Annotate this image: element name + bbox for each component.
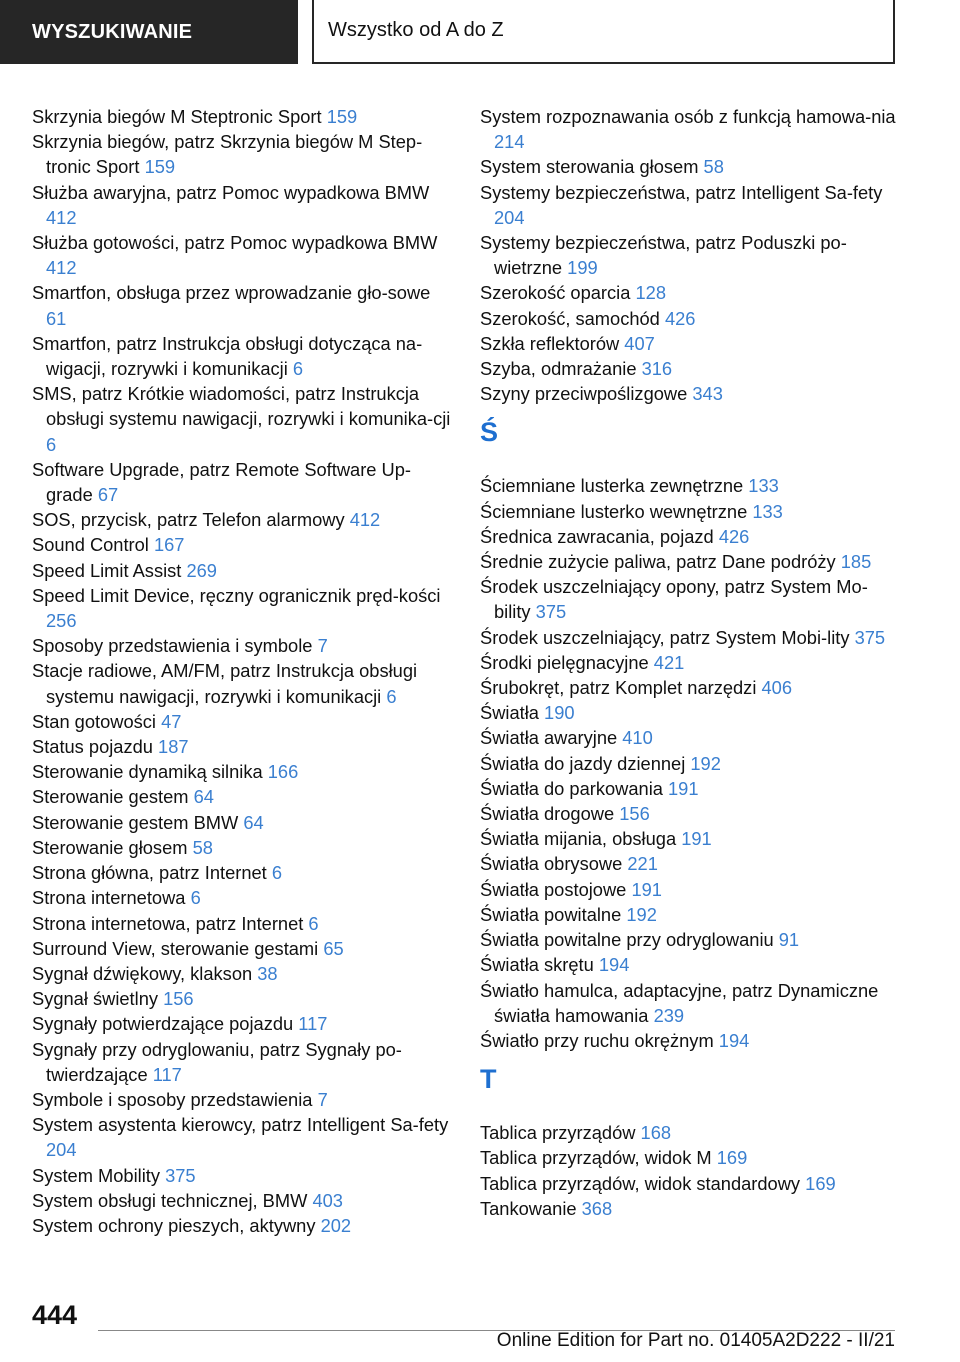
page-reference-link[interactable]: 403 [312, 1189, 343, 1211]
page-reference-link[interactable]: 343 [692, 383, 723, 405]
page-reference-link[interactable]: 410 [622, 727, 653, 749]
index-entry [480, 230, 900, 280]
page-reference-link[interactable]: 6 [271, 862, 283, 884]
index-entry [480, 381, 900, 406]
page-reference-link[interactable]: 64 [243, 811, 264, 833]
page-reference-link[interactable]: 91 [778, 929, 800, 951]
entry-text: Światła powitalne przy odryglowaniu [480, 929, 774, 951]
index-entry [480, 524, 900, 549]
index-entry [480, 675, 900, 700]
page-reference-link[interactable]: 368 [581, 1197, 613, 1219]
page-reference-link[interactable]: 375 [535, 601, 567, 623]
entry-text: Środek uszczelniający opony, patrz System Mo‐bility [480, 576, 868, 623]
entry-text: Sterowanie dynamiką silnika [32, 761, 263, 783]
entry-text: Średnica zawracania, pojazd [480, 525, 714, 547]
index-entry [480, 1145, 900, 1170]
index-entry [32, 1213, 452, 1238]
page-reference-link[interactable]: 38 [257, 962, 278, 984]
page-reference-link[interactable]: 185 [840, 551, 872, 573]
index-entry [32, 457, 452, 507]
page-reference-link[interactable]: 269 [186, 559, 217, 581]
index-entry [32, 381, 452, 457]
entry-text: Światła [480, 702, 539, 724]
index-entry [480, 473, 900, 498]
section-tab: WYSZUKIWANIE [0, 0, 298, 64]
entry-text: Smartfon, obsługa przez wprowadzanie gło‐sowe [32, 282, 431, 304]
entry-text: Szerokość, samochód [480, 307, 660, 329]
entry-text: Status pojazdu [32, 736, 153, 758]
index-entry [32, 1163, 452, 1188]
index-entry [32, 885, 452, 910]
page-reference-link[interactable]: 194 [598, 954, 630, 976]
entry-text: System rozpoznawania osób z funkcją hamowa‐nia [480, 106, 896, 127]
index-entry [32, 558, 452, 583]
index-entry [32, 759, 452, 784]
page-reference-link[interactable]: 133 [748, 475, 779, 497]
index-entry [32, 532, 452, 557]
page-reference-link[interactable]: 168 [640, 1122, 672, 1144]
index-entry [32, 104, 452, 129]
index-entry [480, 1196, 900, 1221]
entry-text: Software Upgrade, patrz Remote Software Up‐grade [32, 458, 411, 506]
entry-text: Ściemniane lusterko wewnętrzne [480, 500, 748, 522]
entry-text: Światło przy ruchu okrężnym [480, 1029, 714, 1051]
index-entry [32, 986, 452, 1011]
index-entry [480, 826, 900, 851]
page-reference-link[interactable]: 214 [494, 131, 525, 153]
page-reference-link[interactable]: 58 [703, 156, 724, 178]
page-reference-link[interactable]: 117 [152, 1063, 182, 1085]
index-entry [480, 306, 900, 331]
index-entry [32, 1011, 452, 1036]
entry-text: Surround View, sterowanie gestami [32, 937, 319, 959]
index-entry [480, 1120, 900, 1145]
index-entry [32, 961, 452, 986]
index-entry [480, 952, 900, 977]
entry-text: Śrubokręt, patrz Komplet narzędzi [480, 677, 757, 699]
index-entry [480, 927, 900, 952]
entry-text: Tablica przyrządów, widok M [480, 1147, 712, 1169]
entry-text: Systemy bezpieczeństwa, patrz Poduszki po‐wietrzne [480, 232, 847, 279]
index-entry [32, 1188, 452, 1213]
page-reference-link[interactable]: 192 [626, 903, 657, 925]
entry-text: Szyba, odmrażanie [480, 358, 637, 380]
entry-text: Sterowanie gestem [32, 786, 189, 808]
index-entry [32, 1087, 452, 1112]
entry-text: System obsługi technicznej, BMW [32, 1189, 308, 1211]
page-reference-link[interactable]: 167 [153, 534, 185, 556]
index-entry [32, 911, 452, 936]
index-entry [480, 776, 900, 801]
page-reference-link[interactable]: 128 [635, 282, 666, 304]
entry-text: Tablica przyrządów, widok standardowy [480, 1172, 801, 1194]
index-entry [32, 180, 452, 230]
index-entry [480, 154, 900, 179]
index-entry [32, 633, 452, 658]
index-entry [480, 499, 900, 524]
entry-text: Strona internetowa [32, 887, 186, 909]
page-reference-link[interactable]: 47 [161, 710, 182, 732]
page-reference-link[interactable]: 239 [653, 1004, 685, 1026]
entry-text: System asystenta kierowcy, patrz Intelligent Sa‐fety [32, 1114, 449, 1136]
index-entry [480, 180, 900, 230]
entry-text: Szkła reflektorów [480, 332, 620, 354]
page-reference-link[interactable]: 6 [190, 887, 201, 909]
page-reference-link[interactable]: 426 [664, 307, 696, 329]
index-entry [32, 1112, 452, 1162]
entry-text: Sposoby przedstawienia i symbole [32, 635, 313, 657]
page-reference-link[interactable]: 133 [752, 500, 783, 522]
entry-text: System ochrony pieszych, aktywny [32, 1214, 316, 1236]
page-reference-link[interactable]: 194 [718, 1029, 750, 1051]
index-entry [480, 650, 900, 675]
page-reference-link[interactable]: 191 [631, 878, 662, 900]
entry-text: Speed Limit Assist [32, 559, 182, 581]
index-entry [480, 801, 900, 826]
page-reference-link[interactable]: 169 [716, 1147, 748, 1169]
page-reference-link[interactable]: 375 [165, 1164, 196, 1186]
index-entry [32, 936, 452, 961]
page-reference-link[interactable]: 7 [317, 1088, 328, 1110]
index-entry [32, 129, 452, 179]
page-reference-link[interactable]: 6 [386, 685, 397, 707]
entry-text: Tablica przyrządów [480, 1122, 636, 1144]
index-entry [480, 1171, 900, 1196]
page-reference-link[interactable]: 6 [308, 912, 319, 934]
entry-text: System sterowania głosem [480, 156, 699, 178]
entry-text: Sterowanie gestem BMW [32, 811, 239, 833]
entry-text: Służba gotowości, patrz Pomoc wypadkowa BMW [32, 232, 438, 254]
index-entry [480, 902, 900, 927]
index-column-left [32, 104, 452, 1238]
index-entry [32, 835, 452, 860]
entry-text: Systemy bezpieczeństwa, patrz Intelligent Sa‐fety [480, 181, 883, 203]
index-entry [480, 978, 900, 1028]
index-entry [480, 331, 900, 356]
index-entry [480, 877, 900, 902]
index-entry [480, 549, 900, 574]
entry-text: Stacje radiowe, AM/FM, patrz Instrukcja obsługi systemu nawigacji, rozrywki i komunikacji [32, 660, 418, 707]
page-reference-link[interactable]: 64 [193, 786, 214, 808]
page-reference-link[interactable]: 166 [267, 761, 299, 783]
page-reference-link[interactable]: 202 [320, 1214, 352, 1236]
page-reference-link[interactable]: 221 [627, 853, 658, 875]
page-reference-link[interactable]: 426 [718, 525, 750, 547]
index-entry [32, 583, 452, 633]
index-entry [480, 851, 900, 876]
entry-text: Sygnały przy odryglowaniu, patrz Sygnały po‐twierdzające [32, 1038, 402, 1085]
index-entry [480, 356, 900, 381]
page-number: 444 [32, 1300, 78, 1330]
entry-text: Sygnał świetlny [32, 988, 158, 1010]
entry-text: Światła powitalne [480, 903, 622, 925]
index-entry [480, 700, 900, 725]
entry-text: Symbole i sposoby przedstawienia [32, 1088, 313, 1110]
page-reference-link[interactable]: 187 [158, 736, 189, 758]
entry-text: Środki pielęgnacyjne [480, 651, 649, 673]
entry-text: Sygnał dźwiękowy, klakson [32, 962, 253, 984]
page-reference-link[interactable]: 204 [494, 206, 525, 228]
page-reference-link[interactable]: 412 [46, 257, 77, 279]
entry-text: Światła drogowe [480, 803, 615, 825]
page-reference-link[interactable]: 412 [46, 206, 77, 228]
entry-text: Światła mijania, obsługa [480, 828, 677, 850]
entry-text: Skrzynia biegów, patrz Skrzynia biegów M Step‐tronic Sport [32, 131, 423, 178]
chapter-title: Wszystko od A do Z [312, 0, 895, 64]
entry-text: Tankowanie [480, 1197, 577, 1219]
index-entry [480, 280, 900, 305]
entry-text: Szerokość oparcia [480, 282, 631, 304]
entry-text: Strona internetowa, patrz Internet [32, 912, 304, 934]
index-entry [32, 658, 452, 708]
page-reference-link[interactable]: 6 [46, 433, 57, 455]
index-entry [32, 860, 452, 885]
entry-text: Służba awaryjna, patrz Pomoc wypadkowa BMW [32, 181, 430, 203]
page-reference-link[interactable]: 412 [349, 509, 381, 531]
page-reference-link[interactable]: 67 [97, 484, 119, 506]
page-reference-link[interactable]: 316 [641, 358, 673, 380]
index-entry [32, 331, 452, 381]
page-reference-link[interactable]: 407 [624, 332, 655, 354]
entry-text: Sygnały potwierdzające pojazdu [32, 1013, 294, 1035]
page-reference-link[interactable]: 159 [144, 156, 176, 178]
page-reference-link[interactable]: 7 [317, 635, 328, 657]
entry-text: Światła do jazdy dziennej [480, 752, 686, 774]
index-entry [32, 784, 452, 809]
page-reference-link[interactable]: 156 [619, 803, 650, 825]
entry-text: Strona główna, patrz Internet [32, 862, 267, 884]
entry-text: Smartfon, patrz Instrukcja obsługi dotycząca na‐wigacji, rozrywki i komunikacji [32, 332, 423, 380]
index-letter-heading: T [480, 1064, 497, 1095]
page-reference-link[interactable]: 375 [854, 626, 886, 648]
index-entry [480, 625, 900, 650]
page-header [0, 0, 960, 64]
page-reference-link[interactable]: 6 [292, 358, 304, 380]
entry-text: System Mobility [32, 1164, 160, 1186]
index-entry [480, 104, 900, 154]
entry-text: Światła do parkowania [480, 777, 663, 799]
entry-text: Środek uszczelniający, patrz System Mobi‐lity [480, 626, 850, 648]
page-reference-link[interactable]: 191 [681, 828, 712, 850]
page-reference-link[interactable]: 256 [46, 610, 77, 632]
index-entry [32, 230, 452, 280]
page-reference-link[interactable]: 406 [761, 677, 792, 699]
page-reference-link[interactable]: 192 [690, 752, 721, 774]
index-entry [480, 751, 900, 776]
entry-text: SMS, patrz Krótkie wiadomości, patrz Instrukcja obsługi systemu nawigacji, rozrywki i komunika‐cji [32, 383, 451, 430]
entry-text: Speed Limit Device, ręczny ogranicznik pręd‐kości [32, 584, 441, 606]
page-reference-link[interactable]: 117 [298, 1013, 328, 1035]
index-entry [32, 734, 452, 759]
entry-text: Światła skrętu [480, 954, 594, 976]
page-reference-link[interactable]: 156 [163, 988, 194, 1010]
index-entry [480, 725, 900, 750]
entry-text: Szyny przeciwpoślizgowe [480, 383, 688, 405]
index-column-right [480, 104, 900, 1221]
entry-text: Sterowanie głosem [32, 836, 188, 858]
index-entry [32, 1037, 452, 1087]
entry-text: Średnie zużycie paliwa, patrz Dane podróży [480, 551, 836, 573]
index-entry [480, 1028, 900, 1053]
entry-text: Światła postojowe [480, 878, 627, 900]
entry-text: Światła obrysowe [480, 853, 623, 875]
page-reference-link[interactable]: 199 [567, 257, 598, 279]
index-entry [480, 574, 900, 624]
entry-text: Światła awaryjne [480, 727, 618, 749]
page-reference-link[interactable]: 65 [323, 937, 344, 959]
page-reference-link[interactable]: 191 [668, 777, 699, 799]
index-entry [32, 280, 452, 330]
entry-text: Ściemniane lusterka zewnętrzne [480, 475, 744, 497]
page-reference-link[interactable]: 169 [805, 1172, 836, 1194]
page-reference-link[interactable]: 204 [46, 1139, 77, 1161]
index-entry [32, 709, 452, 734]
page-reference-link[interactable]: 421 [653, 651, 685, 673]
entry-text: Światło hamulca, adaptacyjne, patrz Dynamiczne światła hamowania [480, 979, 879, 1026]
index-letter-heading: Ś [480, 417, 499, 448]
entry-text: SOS, przycisk, patrz Telefon alarmowy [32, 509, 345, 531]
entry-text: Sound Control [32, 534, 149, 556]
index-entry [32, 810, 452, 835]
page-reference-link[interactable]: 190 [544, 702, 575, 724]
page-reference-link[interactable]: 61 [46, 307, 67, 329]
edition-note: Online Edition for Part no. 01405A2D222 - II/21 [496, 1330, 895, 1351]
page-reference-link[interactable]: 58 [192, 836, 213, 858]
entry-text: Stan gotowości [32, 710, 156, 732]
page-reference-link[interactable]: 159 [326, 106, 358, 127]
index-entry [32, 507, 452, 532]
entry-text: Skrzynia biegów M Steptronic Sport [32, 106, 322, 127]
